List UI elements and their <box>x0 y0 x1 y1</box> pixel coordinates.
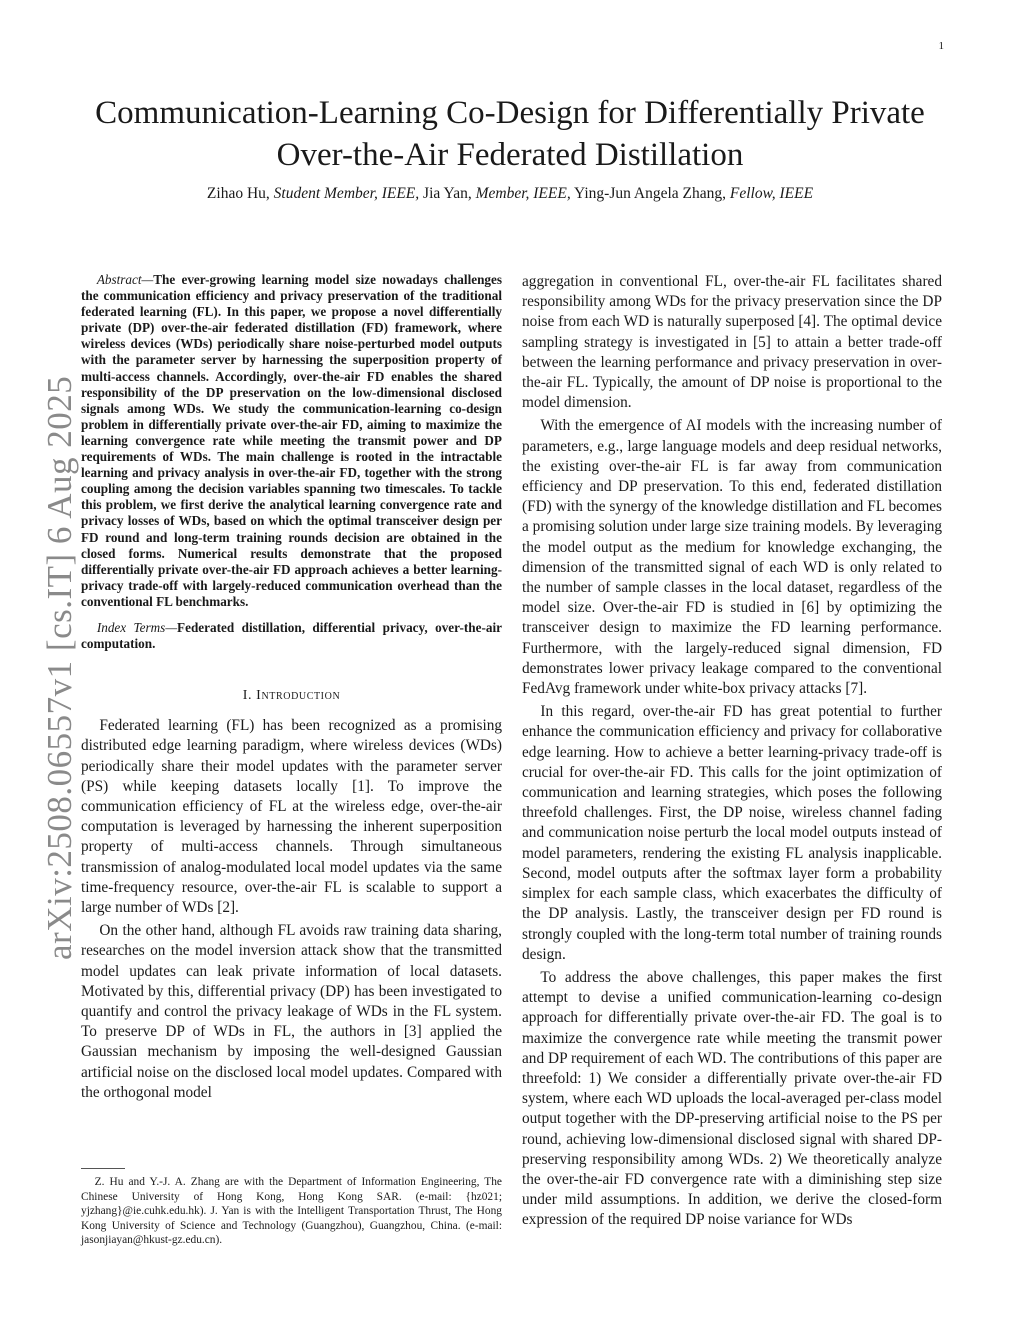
author-role: Student Member, IEEE, <box>273 185 420 202</box>
author-list <box>80 185 940 203</box>
title-line-2: Over-the-Air Federated Distillation <box>276 137 744 173</box>
affiliation-footnote: Z. Hu and Y.-J. A. Zhang are with the Department of Information Engineering, The Chinese University of Hong Kong, Hong Kong SAR. (e-mail: {hz021; yjzhang}@ie.cuhk.edu.hk). J. Yan is with the Intelligent Transportation Thrust, The Hong Kong University of Science and Technology (Guangzhou), Guangzhou, China. (e-mail: jasonjiayan@hkust-gz.edu.cn). <box>81 1176 502 1247</box>
author-name: Ying-Jun Angela Zhang, <box>574 185 726 202</box>
author-role: Fellow, IEEE <box>729 185 814 202</box>
footnote-divider <box>81 1168 125 1169</box>
index-terms-text: Federated distillation, differential privacy, over-the-air computation. <box>81 619 502 652</box>
author-name: Zihao Hu, <box>206 185 270 202</box>
abstract-text: The ever-growing learning model size nowadays challenges the communication efficiency and privacy preservation of the traditional federated learning (FL). In this paper, we propose a novel differentially private (DP) over-the-air federated distillation (FD) framework, where wireless devices (WDs) periodically share noise-perturbed model outputs with the parameter server by harnessing the superposition property of multi-access channels. Accordingly, over-the-air FD enables the shared responsibility of the DP preservation on the low-dimensional disclosed signals among WDs. We study the communication-learning co-design problem in differentially private over-the-air FD, aiming to maximize the learning convergence rate while meeting the transmit power and DP requirements of WDs. The main challenge is rooted in the intractable learning and privacy analysis in over-the-air FD, together with the strong coupling among the decision variables spanning two timescales. To tackle this problem, we first derive the analytical learning convergence rate and privacy losses of WDs, based on which the optimal transceiver design per FD round and long-term training rounds decision are obtained in the closed forms. Numerical results demonstrate that the proposed differentially private over-the-air FD approach achieves a better learning-privacy trade-off with largely-reduced communication overhead than the conventional FL benchmarks. <box>81 272 502 609</box>
index-terms <box>81 620 502 652</box>
body-paragraph: On the other hand, although FL avoids raw training data sharing, researches on the model inversion attack show that the transmitted model updates can leak private information of local datasets. Motivated by this, differential privacy (DP) has been investigated to quantify and control the privacy leakage of WDs in the FL system. To preserve DP of WDs in FL, the authors in [3] applied the Gaussian mechanism by imposing the well-designed Gaussian artificial noise on the disclosed local model updates. Compared with the orthogonal model <box>81 922 502 1101</box>
page-number: 1 <box>938 40 944 52</box>
right-column <box>522 272 942 1231</box>
body-paragraph: In this regard, over-the-air FD has great potential to further enhance the communication efficiency and privacy for collaborative edge learning. How to achieve a better learning-privacy trade-off is crucial for over-the-air FD. This calls for the joint optimization of communication and learning strategies, which poses the following threefold challenges. First, the DP noise, wireless channel fading and communication noise perturb the local model outputs instead of model parameters, rendering the existing FL analysis inapplicable. Second, model outputs after the softmax layer form a probability simplex for each sample class, which exacerbates the difficulty of the DP analysis. Lastly, the transceiver design per FD round is strongly coupled with the long-term total number of training rounds design. <box>522 703 942 963</box>
abstract-label: Abstract— <box>96 272 154 287</box>
arxiv-identifier: arXiv:2508.06557v1 [cs.IT] 6 Aug 2025 <box>40 375 79 960</box>
abstract <box>81 272 502 610</box>
author-name: Jia Yan, <box>423 185 472 202</box>
author-role: Member, IEEE, <box>475 185 571 202</box>
body-paragraph: With the emergence of AI models with the increasing number of parameters, e.g., large language models and deep residual networks, the existing over-the-air FL is far away from communication efficiency and DP preservation. To this end, federated distillation (FD) with the synergy of the knowledge distillation and FL becomes a promising solution under large size training models. By leveraging the model output as the medium for knowledge exchanging, the dimension of the transmitted signal of each WD is only related to the number of sample classes in the local dataset, regardless of the model size. Over-the-air FD is studied in [6] by optimizing the transceiver design to maximize the FD learning performance. Furthermore, with the largely-reduced signal dimension, FD demonstrates lower privacy leakage compared to the conventional FedAvg framework under white-box privacy attacks [7]. <box>522 417 942 698</box>
body-paragraph: Federated learning (FL) has been recognized as a promising distributed edge learning paradigm, where wireless devices (WDs) periodically share their model updates with the parameter server (PS) while keeping datasets locally [1]. To improve the communication efficiency of FL at the wireless edge, over-the-air computation is leveraged by harnessing the inherent superposition property of multi-access channels. Through simultaneous transmission of analog-modulated local model updates via the same time-frequency resource, over-the-air FL is scalable to support a large number of WDs [2]. <box>81 717 502 916</box>
paper-title <box>80 92 940 176</box>
left-column <box>81 272 502 1103</box>
title-line-1: Communication-Learning Co-Design for Differentially Private <box>95 95 925 131</box>
body-paragraph: To address the above challenges, this paper makes the first attempt to devise a unified communication-learning co-design approach for differentially private over-the-air FD. The goal is to maximize the convergence rate while meeting the transmit power and DP requirement of each WD. The contributions of this paper are threefold: 1) We consider a differentially private over-the-air FD system, where each WD uploads the local-averaged per-class model output together with the DP-preserving artificial noise to the PS per round, achieving low-dimensional disclosed signal with shared DP-preserving responsibility among WDs. 2) We theoretically analyze the over-the-air FD convergence rate with a diminishing step size under mild assumptions. In addition, we derive the closed-form expression of the required DP noise variance for WDs <box>522 968 942 1229</box>
section-heading: I. Introduction <box>242 688 341 704</box>
body-paragraph: aggregation in conventional FL, over-the-air FL facilitates shared responsibility among WDs for the privacy preservation since the DP noise from each WD is naturally superposed [4]. The optimal device sampling strategy is investigated in [5] to attain a better trade-off between the learning performance and privacy preservation in over-the-air FL. Typically, the amount of DP noise is proportional to the model dimension. <box>522 273 942 412</box>
index-terms-label: Index Terms— <box>96 619 178 635</box>
